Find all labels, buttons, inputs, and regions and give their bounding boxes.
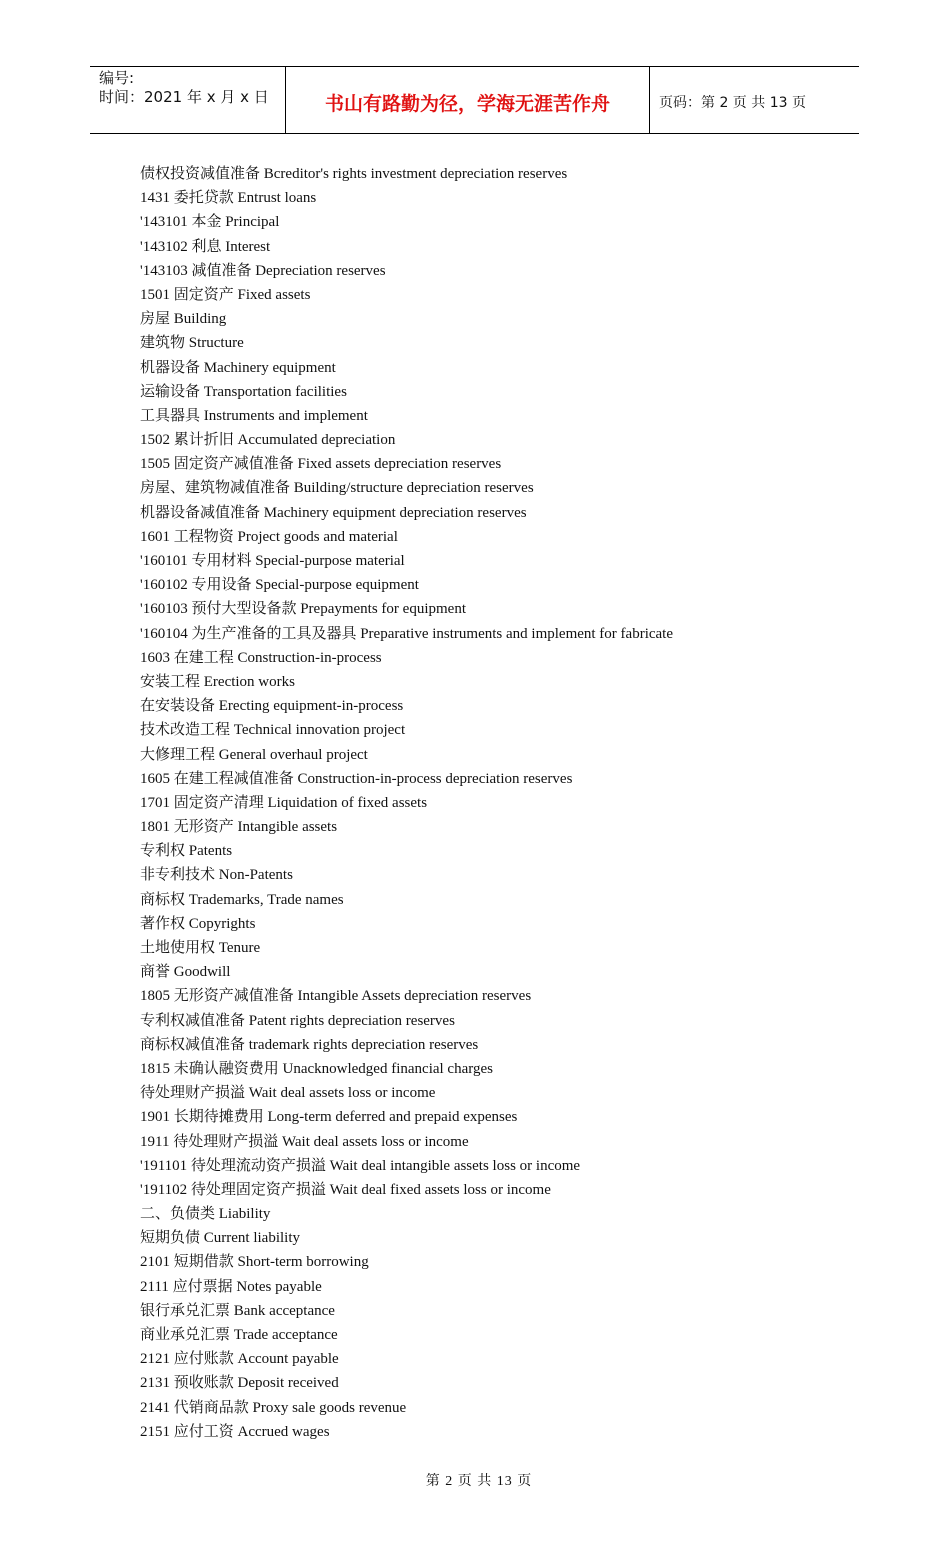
account-line: 机器设备 Machinery equipment bbox=[140, 359, 336, 376]
account-line: 2131 预收账款 Deposit received bbox=[140, 1375, 339, 1392]
page-footer: 第 2 页 共 13 页 bbox=[425, 1474, 533, 1489]
account-line: 1805 无形资产减值准备 Intangible Assets depreciation reserves bbox=[140, 988, 532, 1005]
account-line: 1431 委托贷款 Entrust loans bbox=[140, 190, 317, 207]
account-line: 2111 应付票据 Notes payable bbox=[140, 1278, 322, 1295]
account-line: 1605 在建工程减值准备 Construction-in-process depreciation reserves bbox=[140, 770, 573, 787]
document-number-label: 编号: bbox=[99, 69, 135, 87]
account-line: 2141 代销商品款 Proxy sale goods revenue bbox=[140, 1399, 407, 1416]
account-line: 大修理工程 General overhaul project bbox=[140, 746, 368, 763]
account-line: '191102 待处理固定资产损溢 Wait deal fixed assets loss or income bbox=[140, 1181, 551, 1198]
account-line: 1701 固定资产清理 Liquidation of fixed assets bbox=[140, 794, 428, 811]
account-line: 专利权 Patents bbox=[140, 843, 233, 860]
account-line: 工具器具 Instruments and implement bbox=[140, 407, 368, 424]
account-line: 在安装设备 Erecting equipment-in-process bbox=[140, 698, 404, 715]
account-line: 1815 未确认融资费用 Unacknowledged financial charges bbox=[140, 1060, 493, 1077]
account-line: 债权投资减值准备 Bcreditor's rights investment depreciation reserves bbox=[140, 166, 568, 182]
header-page-info: 页码：第 2 页 共 13 页 bbox=[659, 94, 806, 111]
document-date: 时间：2021 年 x 月 x 日 bbox=[99, 88, 269, 106]
account-line: 商誉 Goodwill bbox=[140, 964, 231, 981]
account-line: 房屋、建筑物减值准备 Building/structure depreciation reserves bbox=[140, 480, 534, 497]
account-line: 银行承兑汇票 Bank acceptance bbox=[140, 1302, 335, 1319]
account-line: 1505 固定资产减值准备 Fixed assets depreciation reserves bbox=[140, 456, 502, 473]
account-line: 待处理财产损溢 Wait deal assets loss or income bbox=[140, 1085, 436, 1102]
account-line: '191101 待处理流动资产损溢 Wait deal intangible assets loss or income bbox=[140, 1157, 581, 1174]
account-line: 2151 应付工资 Accrued wages bbox=[140, 1423, 330, 1440]
header-left-cell bbox=[90, 67, 286, 133]
header-motto: 书山有路勤为径，学海无涯苦作舟 bbox=[286, 67, 650, 133]
account-line: 非专利技术 Non-Patents bbox=[140, 867, 293, 884]
account-line: 1501 固定资产 Fixed assets bbox=[140, 286, 311, 303]
account-line: 房屋 Building bbox=[140, 311, 227, 328]
page-header bbox=[90, 66, 859, 134]
account-line: '143101 本金 Principal bbox=[140, 214, 280, 231]
account-line: 商标权减值准备 trademark rights depreciation reserves bbox=[140, 1036, 479, 1053]
account-line: '160101 专用材料 Special-purpose material bbox=[140, 553, 405, 569]
account-line: 短期负债 Current liability bbox=[140, 1230, 300, 1247]
account-line: 1603 在建工程 Construction-in-process bbox=[140, 649, 382, 666]
account-line: 1601 工程物资 Project goods and material bbox=[140, 528, 398, 545]
account-line: 商业承兑汇票 Trade acceptance bbox=[140, 1327, 338, 1343]
account-list bbox=[140, 162, 880, 1444]
account-line: 安装工程 Erection works bbox=[140, 673, 295, 690]
account-line: 2121 应付账款 Account payable bbox=[140, 1351, 339, 1368]
account-line: 著作权 Copyrights bbox=[140, 915, 256, 932]
account-line: 2101 短期借款 Short-term borrowing bbox=[140, 1254, 369, 1271]
account-line: '160103 预付大型设备款 Prepayments for equipment bbox=[140, 601, 466, 618]
account-line: 二、负债类 Liability bbox=[140, 1206, 271, 1223]
account-line: 机器设备减值准备 Machinery equipment depreciation reserves bbox=[140, 504, 527, 521]
account-line: 1901 长期待摊费用 Long-term deferred and prepaid expenses bbox=[140, 1109, 518, 1126]
account-line: 专利权减值准备 Patent rights depreciation reserves bbox=[140, 1012, 455, 1029]
account-line: 1911 待处理财产损溢 Wait deal assets loss or income bbox=[140, 1133, 469, 1150]
account-line: 建筑物 Structure bbox=[140, 335, 244, 352]
account-line: 1502 累计折旧 Accumulated depreciation bbox=[140, 432, 396, 449]
account-line: 商标权 Trademarks, Trade names bbox=[140, 891, 344, 908]
account-line: '160104 为生产准备的工具及器具 Preparative instruments and implement for fabricate bbox=[140, 625, 674, 642]
account-line: 运输设备 Transportation facilities bbox=[140, 383, 347, 400]
account-line: 技术改造工程 Technical innovation project bbox=[140, 722, 406, 739]
account-line: '143102 利息 Interest bbox=[140, 238, 271, 255]
account-line: 1801 无形资产 Intangible assets bbox=[140, 819, 338, 836]
account-line: '143103 减值准备 Depreciation reserves bbox=[140, 262, 386, 279]
account-line: 土地使用权 Tenure bbox=[140, 940, 261, 956]
account-line: '160102 专用设备 Special-purpose equipment bbox=[140, 577, 419, 594]
